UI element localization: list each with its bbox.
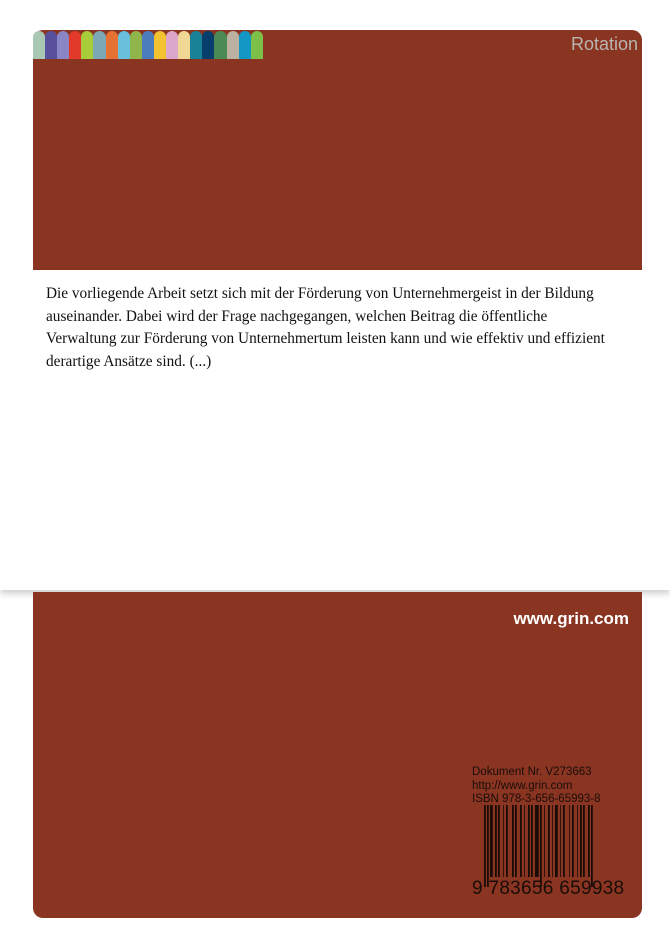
- color-tab: [45, 31, 57, 59]
- barcode-bar: [577, 805, 578, 877]
- barcode-bar: [528, 805, 530, 877]
- color-tab: [142, 31, 154, 59]
- barcode-bar: [524, 805, 525, 877]
- color-tab: [81, 31, 93, 59]
- color-tab: [190, 31, 202, 59]
- color-tab: [214, 31, 226, 59]
- color-tab: [166, 31, 178, 59]
- barcode-bar: [540, 805, 542, 887]
- barcode-bar: [588, 805, 590, 877]
- barcode-bar: [484, 805, 486, 887]
- barcode-bar: [490, 805, 493, 877]
- publisher-url: www.grin.com: [513, 609, 629, 628]
- color-tab: [178, 31, 190, 59]
- barcode-bar: [591, 805, 593, 887]
- barcode-bar: [560, 805, 561, 877]
- color-tabs: [33, 31, 263, 59]
- color-tab: [154, 31, 166, 59]
- blurb-text: Die vorliegende Arbeit setzt sich mit der Förderung von Unternehmergeist in der Bildung auseinander. Dabei wird der Frage nachgegangen, welchen Beitrag die öffentliche Verwaltung zur Förderung von Unternehmertum leisten kann und wie effektiv und effizient derartige Ansätze sind. (...): [46, 285, 605, 370]
- barcode-bar: [487, 805, 489, 887]
- color-tab: [202, 31, 214, 59]
- barcode-bar: [515, 805, 517, 877]
- color-tab: [130, 31, 142, 59]
- color-tab: [227, 31, 239, 59]
- barcode: [484, 805, 630, 887]
- barcode-bar: [531, 805, 533, 877]
- series-label: Rotation: [570, 34, 638, 54]
- barcode-bar: [520, 805, 522, 877]
- barcode-bar: [580, 805, 582, 877]
- barcode-bar: [563, 805, 565, 877]
- barcode-bar: [544, 805, 545, 877]
- color-tab: [69, 31, 81, 59]
- barcode-bar: [569, 805, 570, 877]
- info-url: http://www.grin.com: [472, 779, 573, 792]
- barcode-bar: [552, 805, 553, 877]
- barcode-bar: [548, 805, 550, 877]
- document-info: [472, 766, 601, 807]
- color-tab: [33, 31, 45, 59]
- barcode-bar: [572, 805, 574, 877]
- cover-top-panel: [33, 30, 642, 270]
- color-tab: [57, 31, 69, 59]
- barcode-bar: [495, 805, 497, 877]
- barcode-bar: [583, 805, 585, 877]
- barcode-bar: [503, 805, 504, 877]
- barcode-bar: [555, 805, 558, 877]
- color-tab: [239, 31, 251, 59]
- color-tab: [93, 31, 105, 59]
- isbn: ISBN 978-3-656-65993-8: [472, 793, 601, 805]
- barcode-number: 9 783656 659938: [472, 878, 625, 899]
- barcode-bar: [498, 805, 500, 877]
- barcode-bar: [506, 805, 508, 877]
- barcode-bar: [535, 805, 539, 877]
- color-tab: [106, 31, 118, 59]
- color-tab: [251, 31, 263, 59]
- color-tab: [118, 31, 130, 59]
- barcode-bar: [512, 805, 514, 877]
- document-number: Dokument Nr. V273663: [472, 766, 592, 778]
